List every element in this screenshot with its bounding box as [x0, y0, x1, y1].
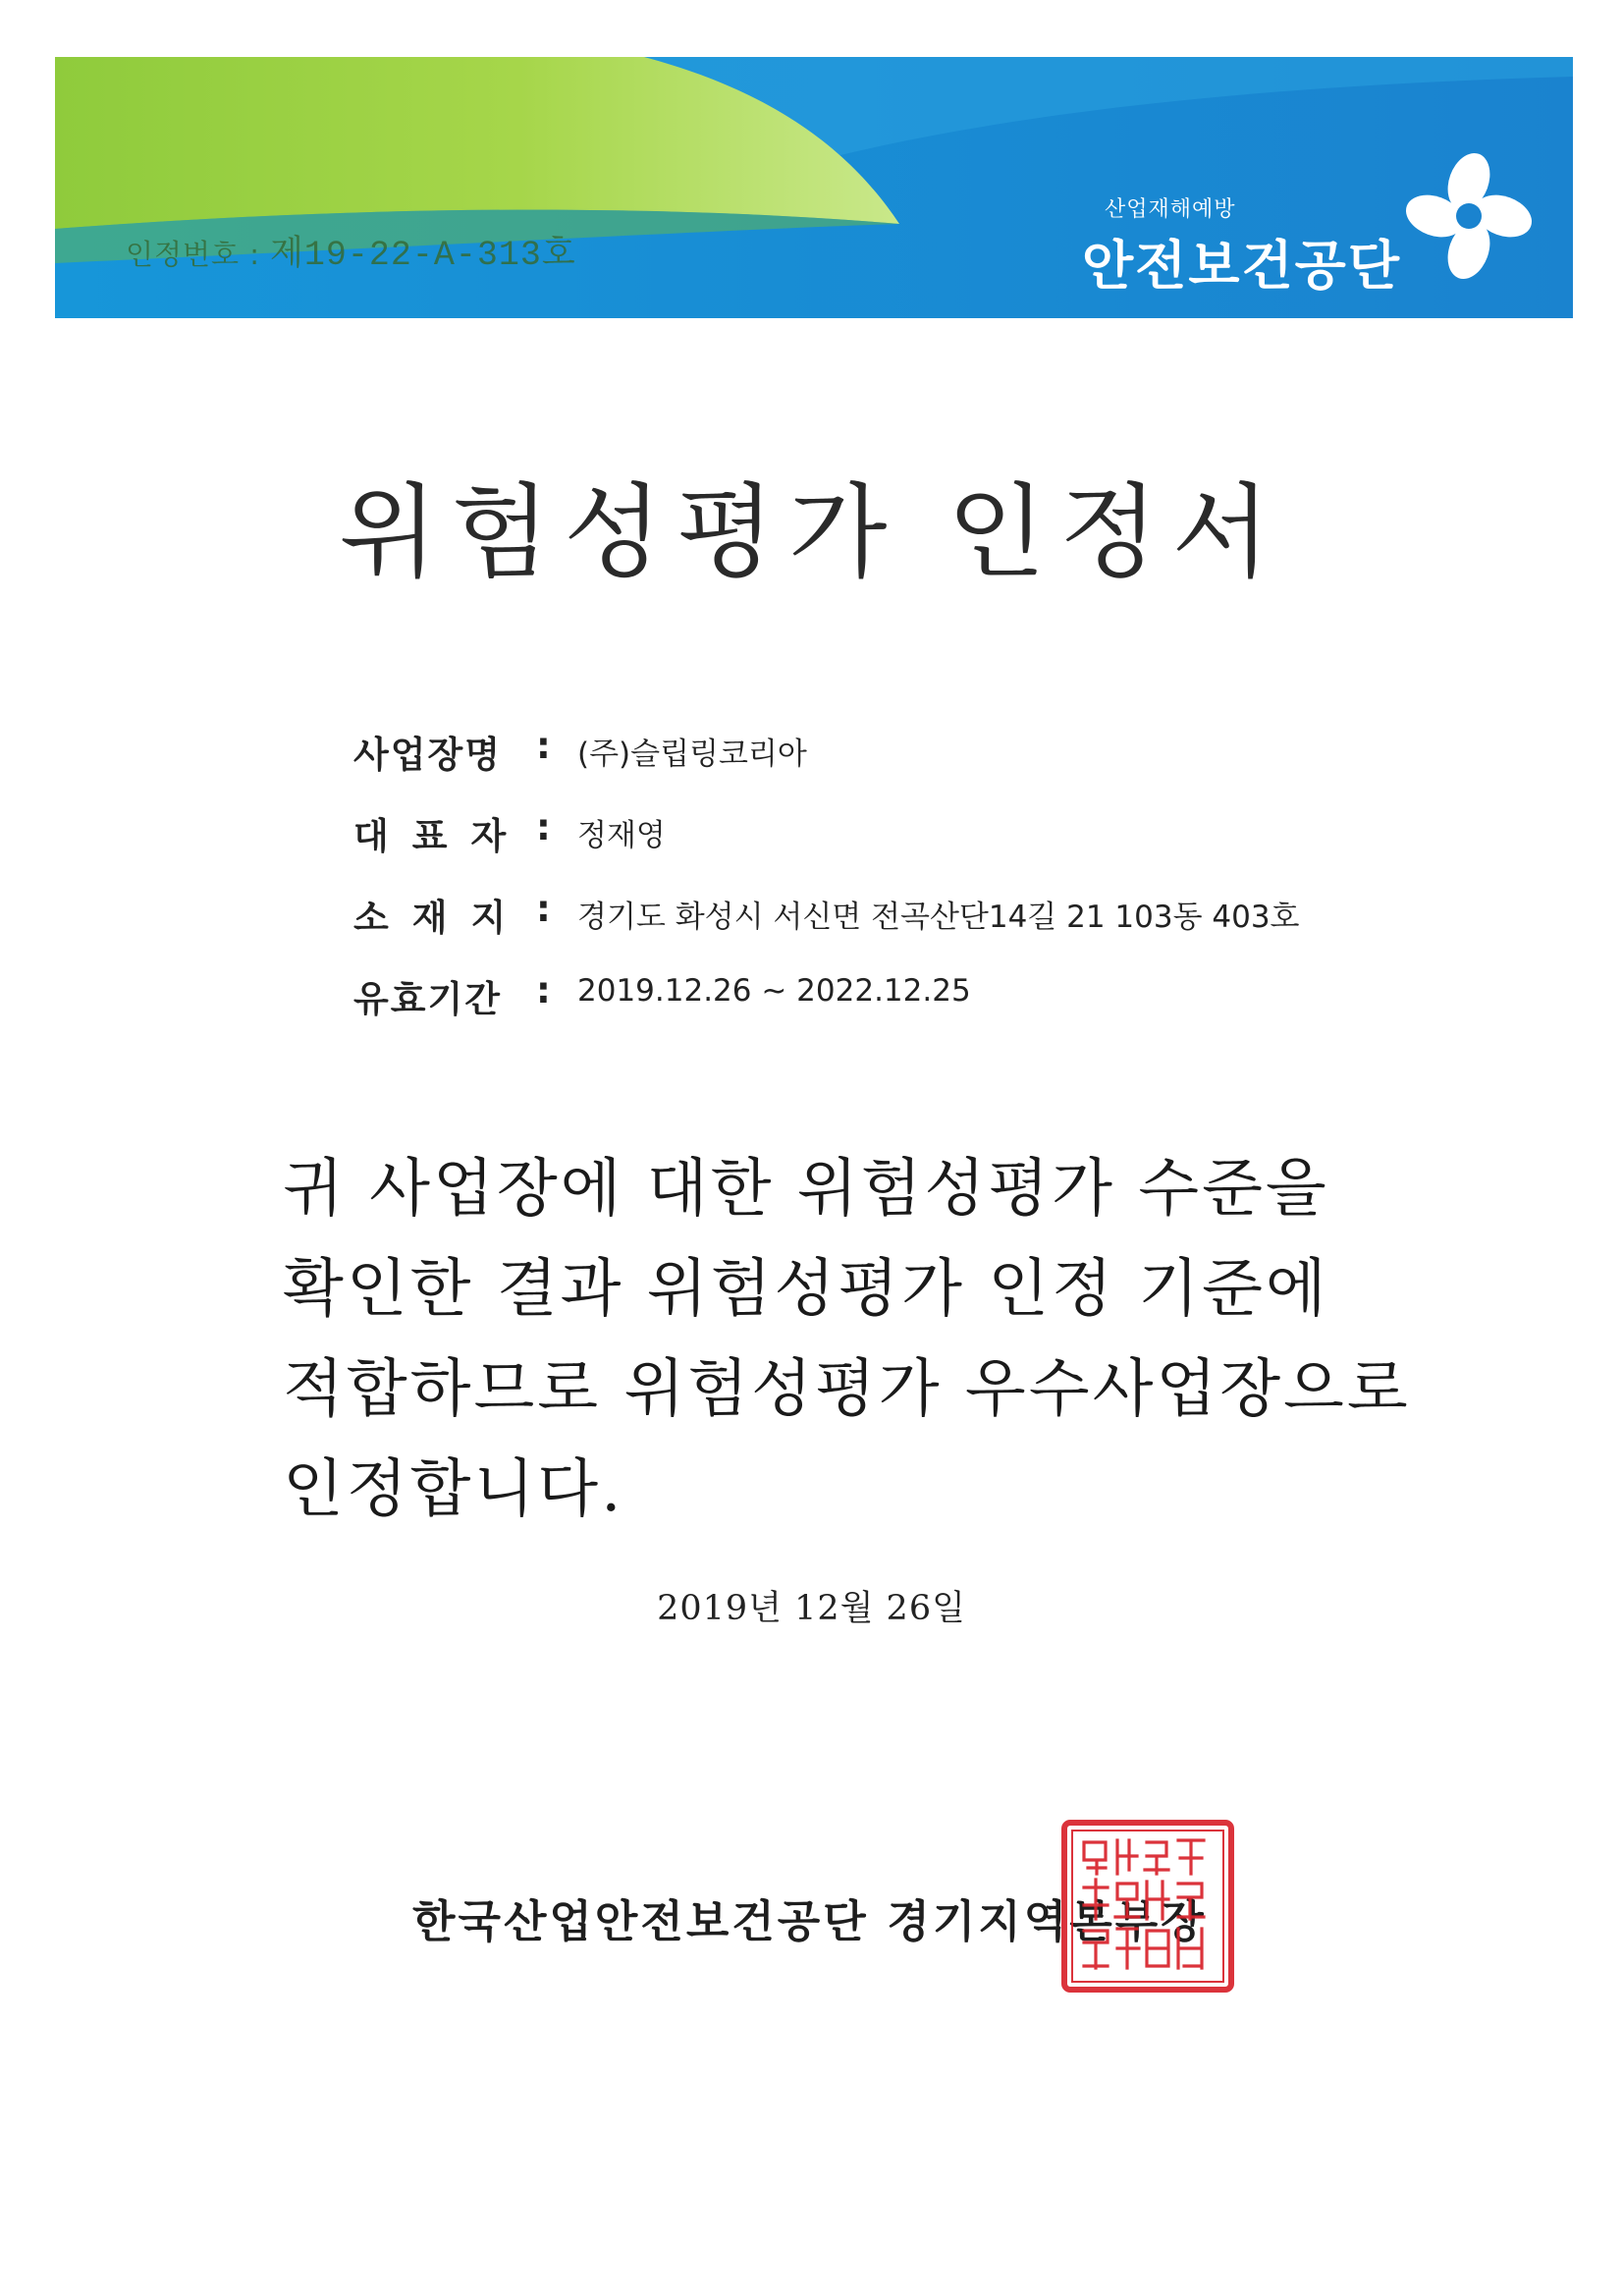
field-colon: : — [536, 806, 551, 848]
statement-line: 적합하므로 위험성평가 우수사업장으로 — [283, 1353, 1411, 1426]
certification-statement — [283, 1139, 1411, 1540]
kosha-cross-logo-icon — [1400, 147, 1538, 285]
certificate-number-label: 인정번호 : — [126, 238, 261, 271]
field-label: 유효기간 — [353, 978, 502, 1020]
statement-line: 귀 사업장에 대한 위험성평가 수준을 — [283, 1153, 1329, 1226]
certificate-number-value: 제19-22-A-313호 — [270, 236, 576, 275]
official-seal-icon — [1060, 1819, 1235, 1994]
brand-tagline: 산업재해예방 — [1105, 197, 1236, 222]
statement-line: 확인한 결과 위험성평가 인정 기준에 — [283, 1253, 1329, 1326]
brand-name: 안전보건공단 — [1082, 235, 1401, 297]
field-colon: : — [536, 725, 551, 767]
field-label: 소재지 — [353, 897, 530, 939]
issuer-name: 한국산업안전보건공단 경기지역본부장 — [412, 1895, 1207, 1947]
document-title: 위험성평가 인정서 — [339, 472, 1284, 592]
issue-date: 2019년 12월 26일 — [657, 1589, 966, 1628]
field-label: 대표자 — [353, 815, 530, 857]
field-value: 정재영 — [577, 818, 666, 853]
certificate-number — [126, 226, 576, 275]
statement-line: 인정합니다. — [283, 1453, 624, 1526]
field-value: (주)슬립링코리아 — [577, 737, 807, 772]
field-value: 경기도 화성시 서신면 전곡산단14길 21 103동 403호 — [577, 900, 1300, 935]
field-colon: : — [536, 969, 551, 1011]
field-value: 2019.12.26 ~ 2022.12.25 — [577, 973, 971, 1009]
field-label: 사업장명 — [353, 734, 502, 776]
field-colon: : — [536, 888, 551, 930]
